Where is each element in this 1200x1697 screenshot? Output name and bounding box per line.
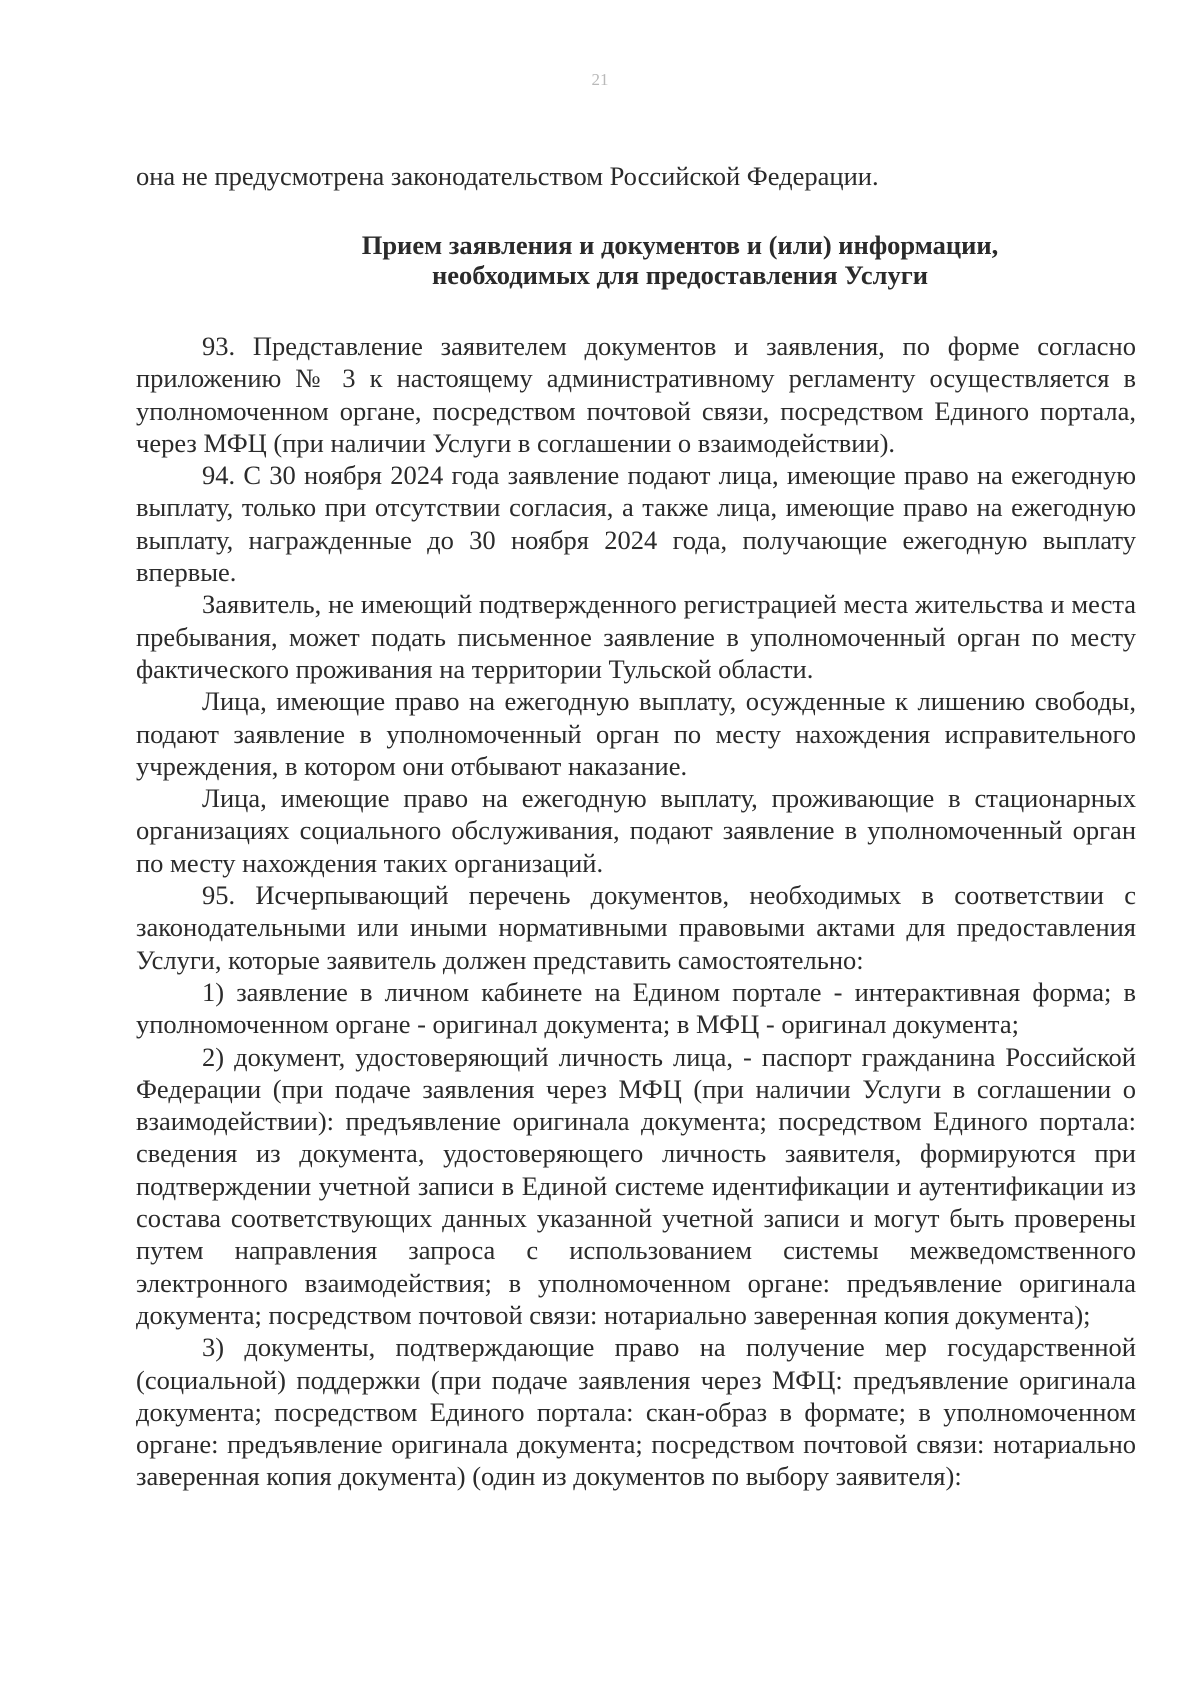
section-heading [320,230,1040,290]
paragraph-95: 95. Исчерпывающий перечень документов, необходимых в соответствии с законодательными или иными нормативными правовыми актами для предоставления Услуги, которые заявитель должен представить самостоятельно: [136,880,1136,975]
intro-line: она не предусмотрена законодательством Российской Федерации. [136,161,879,191]
section-heading-line-2: необходимых для предоставления Услуги [431,260,929,290]
list-item-1: 1) заявление в личном кабинете на Едином портале - интерактивная форма; в уполномоченном органе - оригинал документа; в МФЦ - оригинал документа; [136,976,1136,1040]
paragraph-applicant-no-registration: Заявитель, не имеющий подтвержденного регистрацией места жительства и места пребывания, может подать письменное заявление в уполномоченный орган по месту фактического проживания на территории Тульской области. [136,589,1136,684]
paragraph-93: 93. Представление заявителем документов и заявления, по форме согласно приложению № 3 к настоящему административному регламенту осуществляется в уполномоченном органе, посредством почтовой связи, посредством Единого портала, через МФЦ (при наличии Услуги в соглашении о взаимодействии). [136,331,1136,458]
page-number: 21 [591,70,609,89]
paragraph-convicted-persons: Лица, имеющие право на ежегодную выплату, осужденные к лишению свободы, подают заявление в уполномоченный орган по месту нахождения исправительного учреждения, в котором они отбывают наказание. [136,686,1136,781]
body-text [136,330,1136,1493]
list-item-3: 3) документы, подтверждающие право на получение мер государственной (социальной) поддержки (при подаче заявления через МФЦ: предъявление оригинала документа; посредством Единого портала: скан-образ в формате; в уполномоченном органе: предъявление оригинала документа; посредством почтовой связи: нотариально заверенная копия документа) (один из документов по выбору заявителя): [136,1332,1136,1492]
section-heading-line-1: Прием заявления и документов и (или) информации, [361,230,999,260]
paragraph-inpatient-residents: Лица, имеющие право на ежегодную выплату, проживающие в стационарных организациях социального обслуживания, подают заявление в уполномоченный орган по месту нахождения таких организаций. [136,783,1136,878]
list-item-2: 2) документ, удостоверяющий личность лица, - паспорт гражданина Российской Федерации (при подаче заявления через МФЦ (при наличии Услуги в соглашении о взаимодействии): предъявление оригинала документа; посредством Единого портала: сведения из документа, удостоверяющего личность заявителя, формируются при подтверждении учетной записи в Единой системе идентификации и аутентификации из состава соответствующих данных указанной учетной записи и могут быть проверены путем направления запроса с использованием системы межведомственного электронного взаимодействия; в уполномоченном органе: предъявление оригинала документа; посредством почтовой связи: нотариально заверенная копия документа); [136,1041,1136,1330]
paragraph-94: 94. С 30 ноября 2024 года заявление подают лица, имеющие право на ежегодную выплату, только при отсутствии согласия, а также лица, имеющие право на ежегодную выплату, награжденные до 30 ноября 2024 года, получающие ежегодную выплату впервые. [136,460,1136,588]
